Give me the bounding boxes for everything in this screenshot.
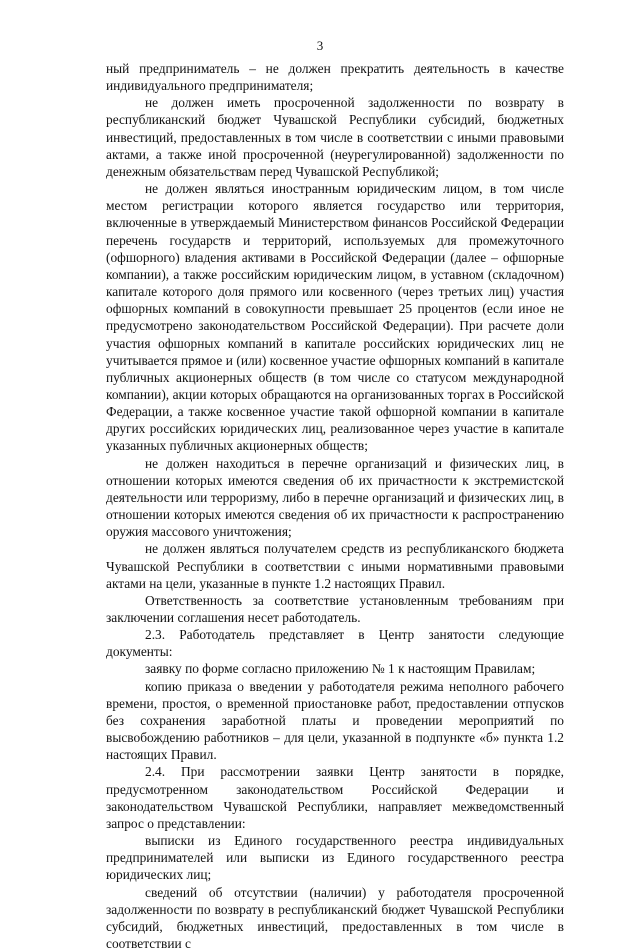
paragraph-section-2-3: 2.3. Работодатель представляет в Центр занятости следующие документы: [106,626,564,660]
page-number: 3 [0,38,640,54]
paragraph-section-2-4: 2.4. При рассмотрении заявки Центр занятости в порядке, предусмотренном законодательством Российской Федерации и законодательством Чувашской Республики, направляет межведомственный запрос о представлении: [106,763,564,832]
paragraph-continuation: ный предприниматель – не должен прекратить деятельность в качестве индивидуального предпринимателя; [106,60,564,94]
paragraph-employer-responsibility: Ответственность за соответствие установленным требованиям при заключении соглашения несет работодатель. [106,592,564,626]
paragraph-not-foreign-entity: не должен являться иностранным юридическим лицом, в том числе местом регистрации которого является государство или территория, включенные в утверждаемый Министерством финансов Российской Федерации перечень государств и территорий, используемых для промежуточного (офшорного) владения активами в Российской Федерации (далее – офшорные компании), а также российским юридическим лицом, в уставном (складочном) капитале которого доля прямого или косвенного (через третьих лиц) участия офшорных компаний в совокупности превышает 25 процентов (если иное не предусмотрено законодательством Российской Федерации). При расчете доли участия офшорных компаний в капитале российских юридических лиц не учитывается прямое и (или) косвенное участие офшорных компаний в капитале публичных акционерных обществ (в том числе со статусом международной компании), акции которых обращаются на организованных торгах в Российской Федерации, а также косвенное участие такой офшорной компании в капитале других российских юридических лиц, реализованное через участие в капитале указанных публичных акционерных обществ; [106,180,564,455]
document-body [106,60,564,952]
paragraph-order-copy: копию приказа о введении у работодателя режима неполного рабочего времени, простоя, о временной приостановке работ, предоставлении отпусков без сохранения заработной платы и проведении мероприятий по высвобождению работников – для цели, указанной в подпункте «б» пункта 1.2 настоящих Правил. [106,678,564,764]
paragraph-debt-information: сведений об отсутствии (наличии) у работодателя просроченной задолженности по возврату в республиканский бюджет Чувашской Республики субсидий, бюджетных инвестиций, предоставленных в том числе в соответствии с [106,884,564,952]
paragraph-not-in-extremism-list: не должен находиться в перечне организаций и физических лиц, в отношении которых имеются сведения об их причастности к экстремистской деятельности или терроризму, либо в перечне организаций и физических лиц, в отношении которых имеются сведения об их причастности к распространению оружия массового уничтожения; [106,455,564,541]
paragraph-not-other-funds-recipient: не должен являться получателем средств из республиканского бюджета Чувашской Республики в соответствии с иными нормативными правовыми актами на цели, указанные в пункте 1.2 настоящих Правил. [106,540,564,591]
paragraph-registry-extract: выписки из Единого государственного реестра индивидуальных предпринимателей или выписки из Единого государственного реестра юридических лиц; [106,832,564,883]
paragraph-application-form: заявку по форме согласно приложению № 1 к настоящим Правилам; [106,660,564,677]
paragraph-no-overdue-debt: не должен иметь просроченной задолженности по возврату в республиканский бюджет Чувашской Республики субсидий, бюджетных инвестиций, предоставленных в том числе в соответствии с иными правовыми актами, а также иной просроченной (неурегулированной) задолженности по денежным обязательствам перед Чувашской Республикой; [106,94,564,180]
